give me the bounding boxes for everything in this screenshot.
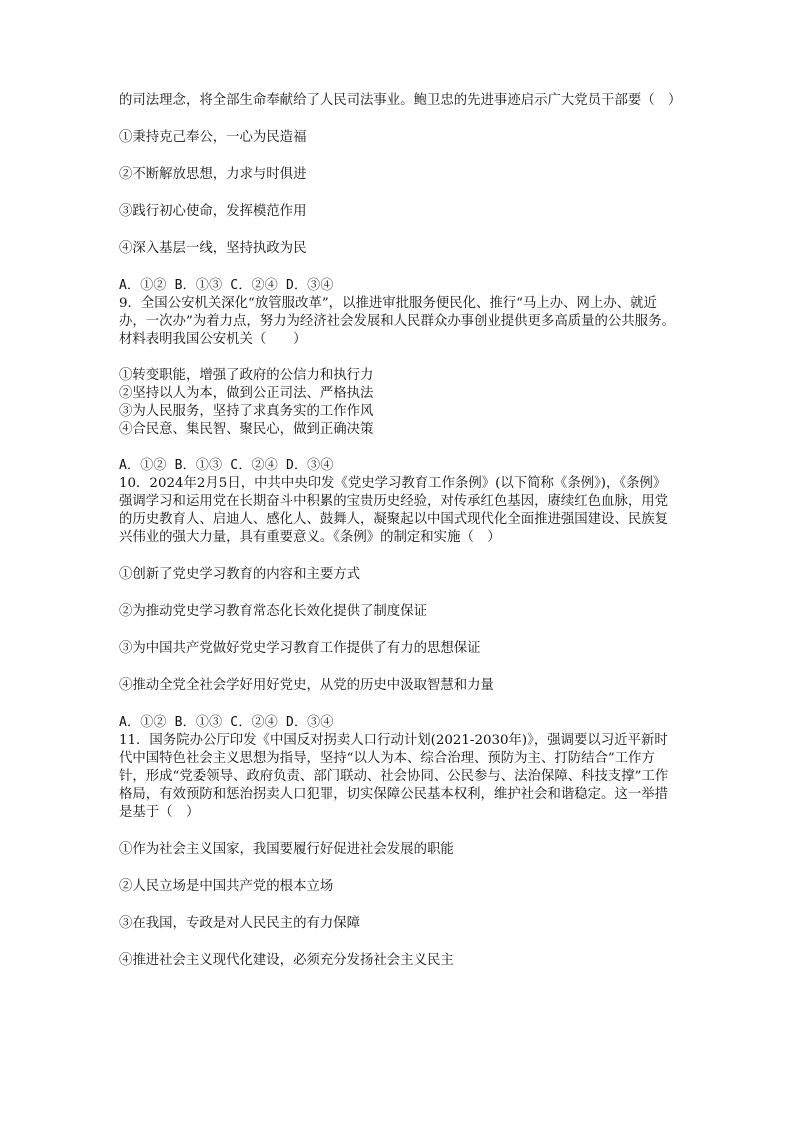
q11-option-1: ①作为社会主义国家，我国要履行好促进社会发展的职能	[119, 842, 454, 857]
q8-stem: 的司法理念，将全部生命奉献给了人民司法事业。鲍卫忠的先进事迹启示广大党员干部要（ ）	[119, 93, 682, 108]
question-9	[119, 295, 679, 475]
q10-stem: 10．2024年2月5日，中共中央印发《党史学习教育工作条例》(以下简称《条例》)，《条例》强调学习和运用党在长期奋斗中积累的宝贵历史经验，对传承红色基因，赓续红色血脉，用党的历史教育人、启迪人、感化人、鼓舞人，凝聚起以中国式现代化全面推进强国建设、民族复兴伟业的强大力量，具有重要意义。《条例》的制定和实施（ ）	[119, 476, 669, 545]
q11-option-3: ③在我国，专政是对人民民主的有力保障	[119, 916, 361, 931]
q10-option-1: ①创新了党史学习教育的内容和主要方式	[119, 567, 361, 582]
q9-choices: A．①② B．①③ C．②④ D．③④	[119, 458, 334, 473]
q8-choices: A．①② B．①③ C．②④ D．③④	[119, 278, 334, 293]
q11-option-2: ②人民立场是中国共产党的根本立场	[119, 879, 334, 894]
q9-stem: 9．全国公安机关深化“放管服改革”，以推进审批服务便民化、推行“马上办、网上办、就近办，一次办”为着力点，努力为经济社会发展和人民群众办事创业提供更多高质量的公共服务。材料表明我国公安机关（ ）	[119, 296, 675, 347]
q8-option-3: ③践行初心使命，发挥模范作用	[119, 204, 307, 219]
question-11	[119, 732, 679, 970]
q10-option-3: ③为中国共产党做好党史学习教育工作提供了有力的思想保证	[119, 641, 481, 656]
q9-option-1: ①转变职能，增强了政府的公信力和执行力	[119, 368, 374, 383]
q8-option-1: ①秉持克己奉公，一心为民造福	[119, 130, 307, 145]
q9-option-2: ②坚持以人为本，做到公正司法、严格执法	[119, 386, 374, 401]
question-8	[119, 92, 682, 295]
q10-option-2: ②为推动党史学习教育常态化长效化提供了制度保证	[119, 604, 427, 619]
q10-option-4: ④推动全党全社会学好用好党史，从党的历史中汲取智慧和力量	[119, 678, 494, 693]
question-10	[119, 475, 679, 732]
q11-option-4: ④推进社会主义现代化建设，必须充分发扬社会主义民主	[119, 953, 454, 968]
q11-stem: 11．国务院办公厅印发《中国反对拐卖人口行动计划(2021-2030年)》，强调要以习近平新时代中国特色社会主义思想为指导，坚持“以人为本、综合治理、预防为主、打防结合”工作方针，形成“党委领导、政府负责、部门联动、社会协同、公民参与、法治保障、科技支撑”工作格局，有效预防和惩治拐卖人口犯罪，切实保障公民基本权利，维护社会和谐稳定。这一举措是基于（ ）	[119, 733, 669, 820]
q8-option-2: ②不断解放思想，力求与时俱进	[119, 167, 307, 182]
q9-option-4: ④合民意、集民智、聚民心，做到正确决策	[119, 422, 374, 437]
q9-option-3: ③为人民服务，坚持了求真务实的工作作风	[119, 404, 374, 419]
document-page	[119, 92, 682, 970]
q8-option-4: ④深入基层一线，坚持执政为民	[119, 241, 307, 256]
q10-choices: A．①② B．①③ C．②④ D．③④	[119, 715, 334, 730]
